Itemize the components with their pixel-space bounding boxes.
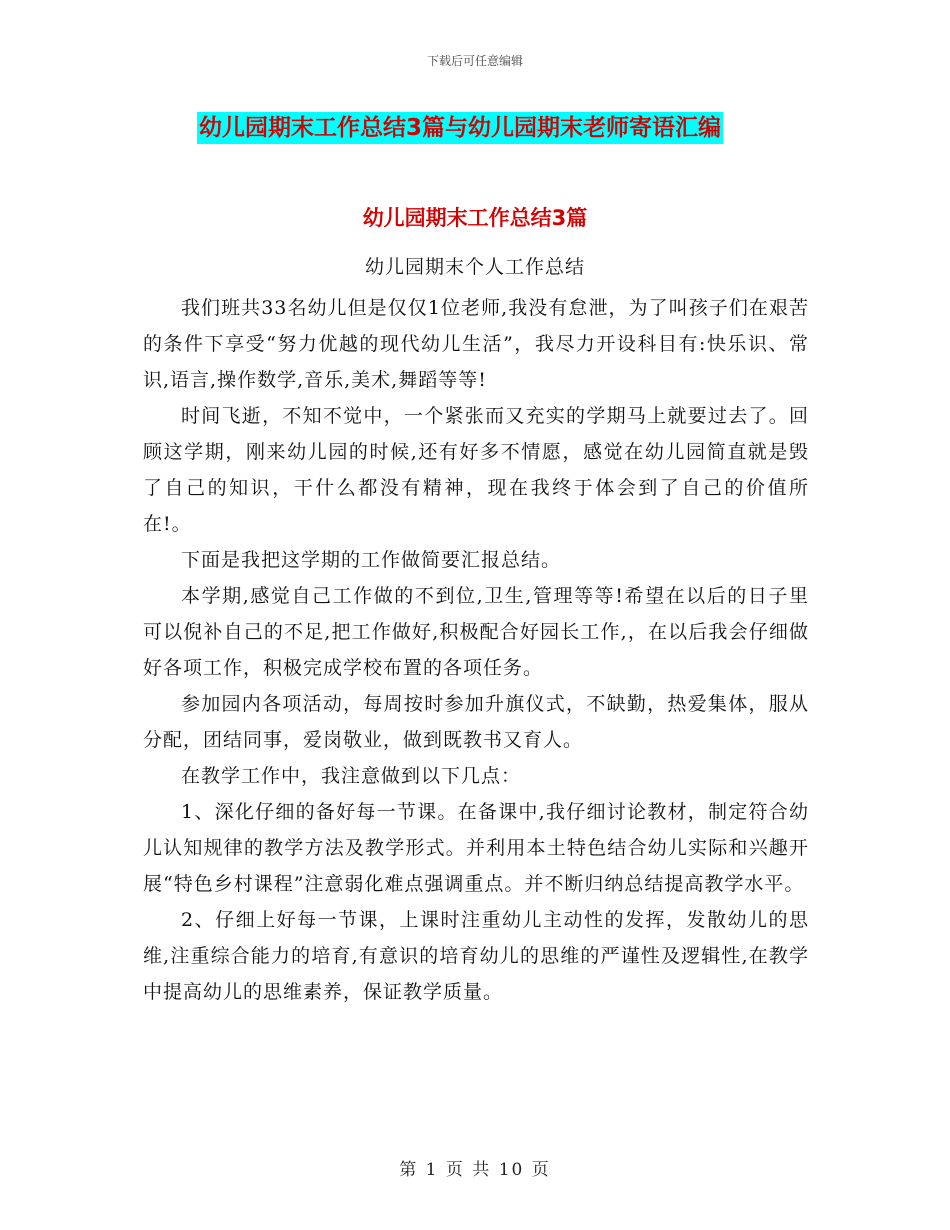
sub-title: 幼儿园期末个人工作总结	[364, 256, 585, 278]
paragraph: 2、仔细上好每一节课，上课时注重幼儿主动性的发挥，发散幼儿的思维,注重综合能力的培育,有意识的培育幼儿的思维的严谨性及逻辑性,在教学中提高幼儿的思维素养，保证教学质量。	[143, 909, 809, 1003]
document-body	[143, 290, 809, 1010]
page-header: 下载后可任意编辑	[426, 54, 523, 68]
paragraph: 下面是我把这学期的工作做简要汇报总结。	[181, 549, 562, 571]
paragraph: 本学期,感觉自己工作做的不到位,卫生,管理等等!希望在以后的日子里可以倪补自己的不足,把工作做好,积极配合好园长工作,，在以后我会仔细做好各项工作，积极完成学校布置的各项任务。	[143, 585, 809, 679]
paragraph: 参加园内各项活动，每周按时参加升旗仪式，不缺勤，热爱集体，服从分配，团结同事，爱岗敬业，做到既教书又育人。	[143, 693, 809, 751]
paragraph: 我们班共33名幼儿但是仅仅1位老师,我没有怠泄，为了叫孩子们在艰苦的条件下享受“努力优越的现代幼儿生活”，我尽力开设科目有:快乐识、常识,语言,操作数学,音乐,美术,舞蹈等等!	[143, 297, 809, 391]
paragraph: 在教学工作中，我注意做到以下几点：	[181, 765, 522, 787]
page-number: 第 1 页 共 10 页	[399, 1160, 551, 1180]
paragraph: 1、深化仔细的备好每一节课。在备课中,我仔细讨论教材，制定符合幼儿认知规律的教学方法及教学形式。并利用本土特色结合幼儿实际和兴趣开展“特色乡村课程”注意弱化难点强调重点。并不断归纳总结提高教学水平。	[143, 801, 809, 895]
paragraph: 时间飞逝，不知不觉中，一个紧张而又充实的学期马上就要过去了。回顾这学期，刚来幼儿园的时候,还有好多不情愿，感觉在幼儿园简直就是毁了自己的知识，干什么都没有精神，现在我终于体会到了自己的价值所在!。	[143, 405, 809, 535]
document-title: 幼儿园期末工作总结3篇与幼儿园期末老师寄语汇编	[197, 112, 723, 144]
section-title: 幼儿园期末工作总结3篇	[362, 206, 588, 230]
